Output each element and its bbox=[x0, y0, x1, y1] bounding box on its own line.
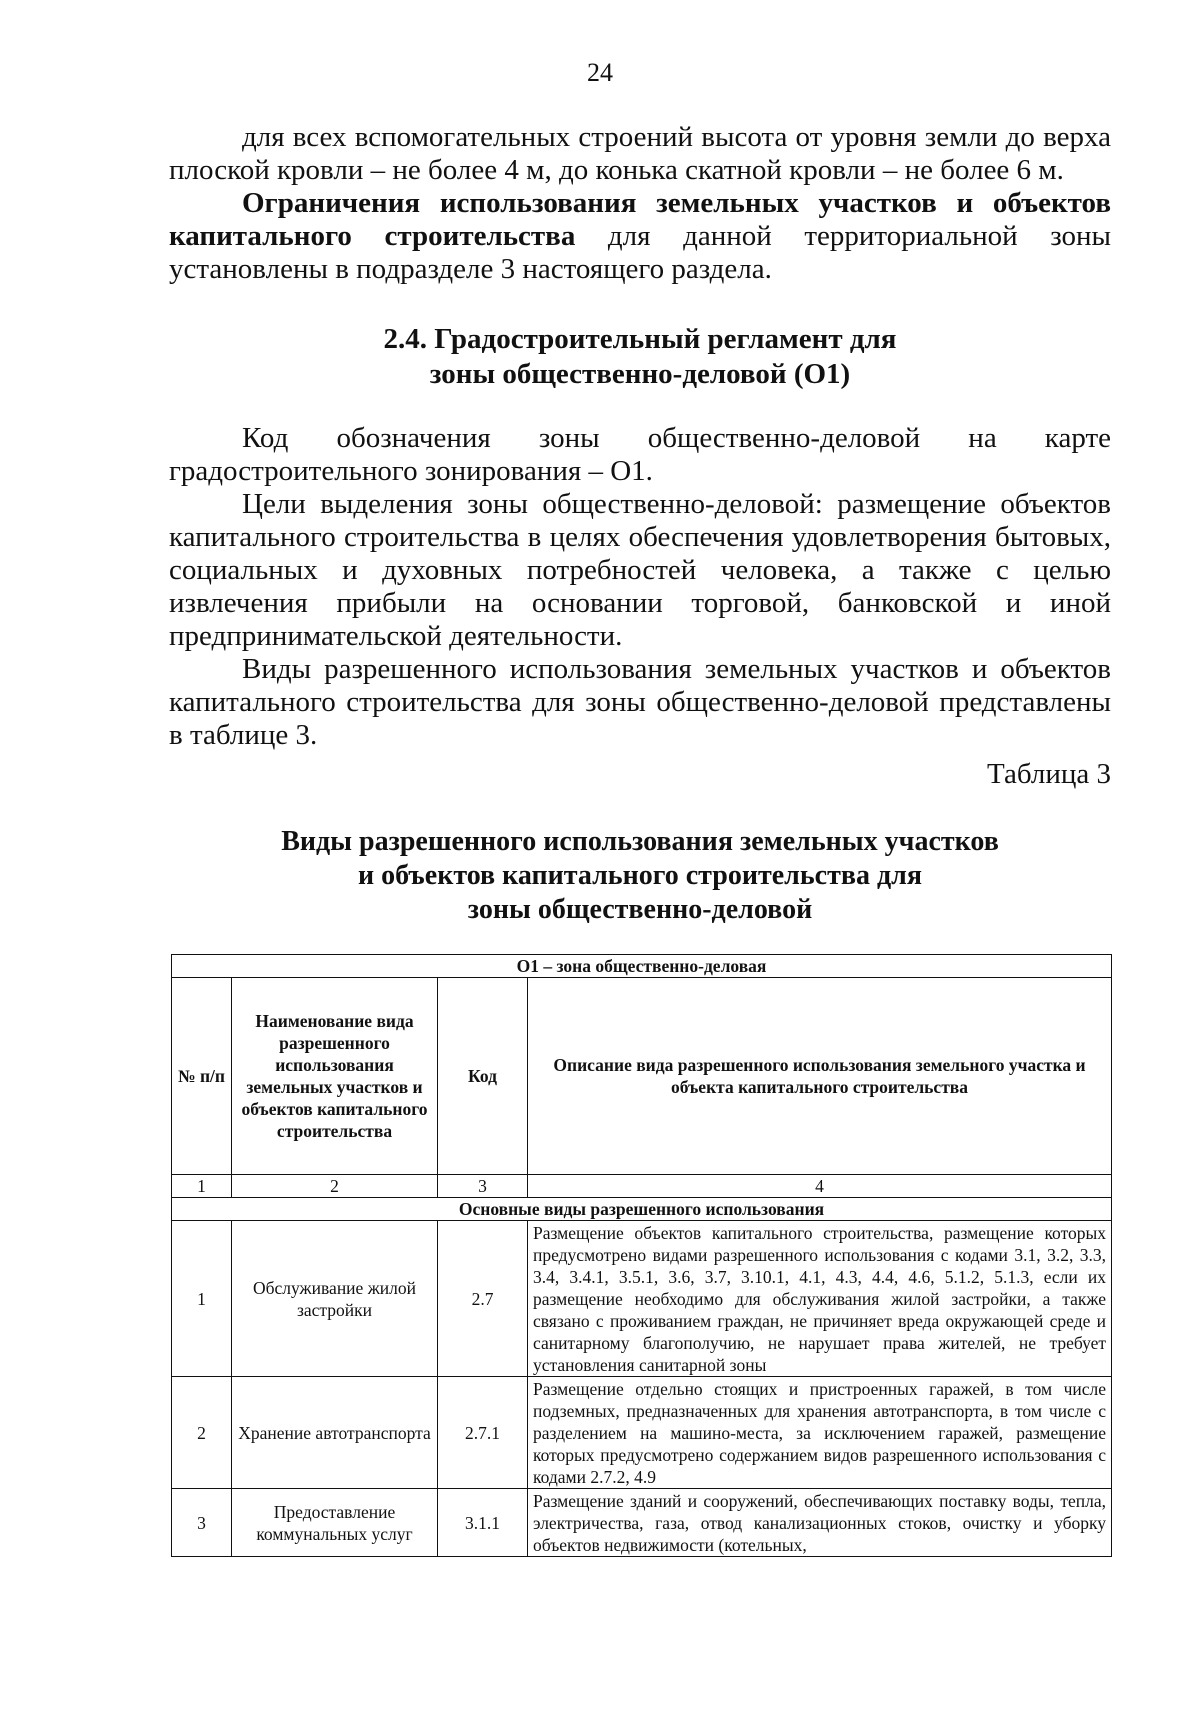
continuation-paragraph: для всех вспомогательных строений высота от уровня земли до верха плоской кровли – не более 4 м, до конька скатной кровли – не более 6 м. bbox=[169, 121, 1111, 186]
row-number: 3 bbox=[172, 1489, 232, 1557]
zone-code-paragraph: Код обозначения зоны общественно-деловой на карте градостроительного зонирования – О1. bbox=[169, 422, 1111, 487]
row-use-name: Предоставление коммунальных услуг bbox=[232, 1489, 438, 1557]
row-description: Размещение зданий и сооружений, обеспечивающих поставку воды, тепла, электричества, газа, отвод канализационных стоков, очистку и уборку объектов недвижимости (котельных, bbox=[528, 1489, 1112, 1557]
row-use-name: Обслуживание жилой застройки bbox=[232, 1221, 438, 1377]
table-row bbox=[172, 1489, 1112, 1557]
zone-description-block bbox=[169, 422, 1111, 752]
row-use-name: Хранение автотранспорта bbox=[232, 1377, 438, 1489]
col-header-code: Код bbox=[438, 978, 528, 1175]
zone-header-cell: О1 – зона общественно-деловая bbox=[172, 955, 1112, 978]
col-number-1: 1 bbox=[172, 1175, 232, 1198]
col-header-description: Описание вида разрешенного использования земельного участка и объекта капитального строительства bbox=[528, 978, 1112, 1175]
table-row bbox=[172, 1221, 1112, 1377]
table-title-line3: зоны общественно-деловой bbox=[467, 894, 813, 925]
row-code: 2.7.1 bbox=[438, 1377, 528, 1489]
section-row-basic bbox=[172, 1198, 1112, 1221]
restrictions-paragraph bbox=[169, 187, 1111, 286]
row-number: 1 bbox=[172, 1221, 232, 1377]
row-code: 2.7 bbox=[438, 1221, 528, 1377]
column-header-row bbox=[172, 978, 1112, 1175]
row-description: Размещение отдельно стоящих и пристроенных гаражей, в том числе подземных, предназначенных для хранения автотранспорта, в том числе с разделением на машино-места, за исключением гаражей, размещение которых предусмотрено содержанием видов разрешенного использования с кодами 2.7.2, 4.9 bbox=[528, 1377, 1112, 1489]
section-heading-line1: 2.4. Градостроительный регламент для bbox=[383, 323, 897, 355]
col-number-3: 3 bbox=[438, 1175, 528, 1198]
column-numbers-row bbox=[172, 1175, 1112, 1198]
table-label: Таблица 3 bbox=[986, 758, 1111, 790]
row-number: 2 bbox=[172, 1377, 232, 1489]
zone-goals-paragraph: Цели выделения зоны общественно-деловой: размещение объектов капитального строительства в целях обеспечения удовлетворения бытовых, социальных и духовных потребностей человека, а также с целью извлечения прибыли на основании торговой, банковской и иной предпринимательской деятельности. bbox=[169, 488, 1111, 652]
section-basic-label: Основные виды разрешенного использования bbox=[172, 1198, 1112, 1221]
col-number-2: 2 bbox=[232, 1175, 438, 1198]
row-code: 3.1.1 bbox=[438, 1489, 528, 1557]
intro-block bbox=[169, 121, 1111, 286]
col-header-name: Наименование вида разрешенного использования земельных участков и объектов капитального строительства bbox=[232, 978, 438, 1175]
table-row bbox=[172, 1377, 1112, 1489]
table-title-line1: Виды разрешенного использования земельных участков bbox=[281, 826, 999, 857]
row-description: Размещение объектов капитального строительства, размещение которых предусмотрено видами разрешенного использования с кодами 3.1, 3.2, 3.3, 3.4, 3.4.1, 3.5.1, 3.6, 3.7, 3.10.1, 4.1, 4.3, 4.4, 4.6, 5.1.2, 5.1.3, если их размещение необходимо для обслуживания жилой застройки, а также связано с проживанием граждан, не причиняет вреда окружающей среде и санитарному благополучию, не нарушает права жителей, не требует установления санитарной зоны bbox=[528, 1221, 1112, 1377]
table-title-line2: и объектов капитального строительства для bbox=[358, 860, 922, 891]
restrictions-text: для данной территориальной зоны установлены в подразделе 3 настоящего раздела. bbox=[169, 220, 1111, 285]
permitted-uses-table bbox=[171, 954, 1112, 1557]
restrictions-bold-text: Ограничения использования земельных участков и объектов капитального строительства bbox=[169, 187, 1111, 252]
col-number-4: 4 bbox=[528, 1175, 1112, 1198]
zone-header-row bbox=[172, 955, 1112, 978]
section-heading bbox=[169, 322, 1111, 392]
page-number: 24 bbox=[587, 58, 613, 87]
col-header-number: № п/п bbox=[172, 978, 232, 1175]
permitted-uses-paragraph: Виды разрешенного использования земельных участков и объектов капитального строительства для зоны общественно-деловой представлены в таблице 3. bbox=[169, 653, 1111, 751]
section-heading-line2: зоны общественно-деловой (О1) bbox=[429, 358, 851, 390]
table-title bbox=[169, 825, 1111, 927]
